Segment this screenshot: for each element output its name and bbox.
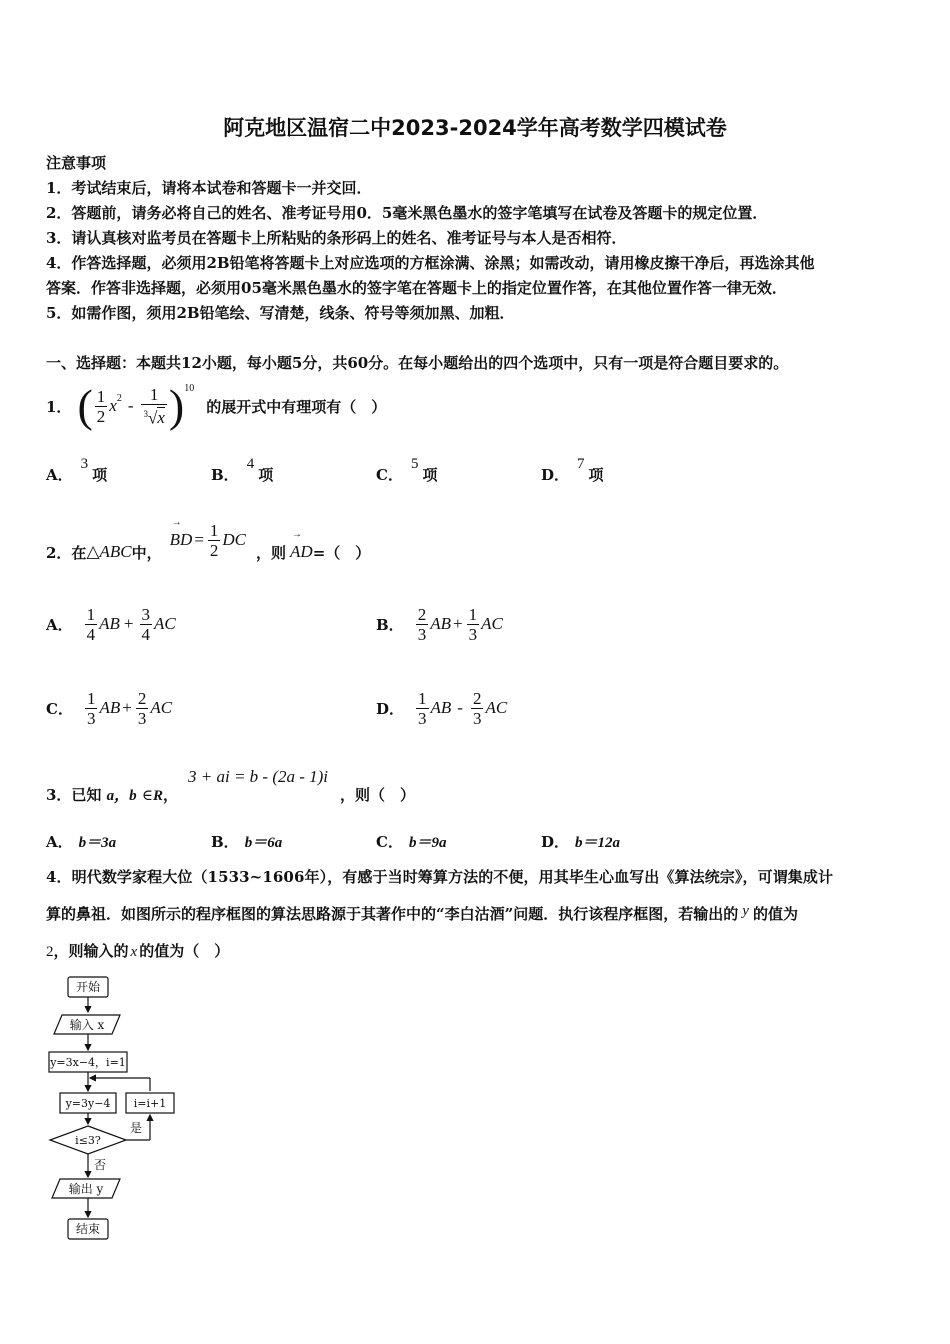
- notice-heading: 注意事项: [46, 154, 107, 172]
- flow-update-label: y=3y−4: [65, 1097, 111, 1110]
- flow-incr-label: i=i+1: [133, 1097, 167, 1110]
- notice-item: 1．考试结束后，请将本试卷和答题卡一并交回．: [46, 179, 372, 197]
- option-b[interactable]: B． b＝6a: [211, 833, 283, 851]
- option-a[interactable]: A． $\frac{1}{4}$ AB + $\frac{3}{4}$ AC: [46, 604, 176, 644]
- flowchart: [40, 970, 200, 1245]
- question-number: 1．: [46, 397, 72, 416]
- notice-item: 4．作答选择题，必须用2B铅笔将答题卡上对应选项的方框涂满、涂黑；如需改动，请用橡皮擦干净后，再选涂其他: [46, 254, 815, 272]
- option-c[interactable]: C．$^5$项: [376, 456, 438, 484]
- question-4-line: 4．明代数学家程大位（1533~1606年），有感于当时筹算方法的不便，用其毕生心血写出《算法统宗》，可谓集成计: [46, 868, 834, 886]
- question-2: 2．在 △ABC 中， → BD = $\frac{1}{2}$ DC ，则 → AD =（ ）: [46, 520, 370, 584]
- question-3: 3．已知 a，b ∈R，: [46, 786, 179, 804]
- flow-input-label: 输入 x: [69, 1018, 105, 1032]
- page-title: 阿克地区温宿二中2023-2024学年高考数学四模试卷: [223, 116, 727, 140]
- notice-item: 3．请认真核对监考员在答题卡上所粘贴的条形码上的姓名、准考证号与本人是否相符．: [46, 229, 627, 247]
- q3-equation: 3 + ai = b - (2a - 1)i: [188, 767, 329, 786]
- option-a[interactable]: A． b＝3a: [46, 833, 117, 851]
- option-c[interactable]: C． b＝9a: [376, 833, 447, 851]
- notice-item: 5．如需作图，须用2B铅笔绘、写清楚，线条、符号等须加黑、加粗．: [46, 304, 515, 322]
- flow-no-label: 否: [94, 1158, 107, 1172]
- option-d[interactable]: D．$^7$项: [541, 456, 604, 484]
- option-a[interactable]: A．$^3$项: [46, 456, 108, 484]
- option-b[interactable]: B． $\frac{2}{3}$ AB + $\frac{1}{3}$ AC: [376, 604, 503, 644]
- question-4-line: 2，则输入的 x 的值为（ ）: [46, 942, 230, 960]
- flow-output-label: 输出 y: [68, 1182, 104, 1196]
- q1-expression: ( $\frac{1}{2}$ x $^2$ - $\frac{1}{^3√x}$ ) $^{10}$: [77, 380, 195, 431]
- option-d[interactable]: D． b＝12a: [541, 833, 621, 851]
- flow-init-label: y=3x−4，i=1: [50, 1056, 126, 1069]
- q3-tail: ，则（ ）: [340, 786, 416, 804]
- question-1: 1． ( $\frac{1}{2}$ x $^2$ - $\frac{1}{^3√x}$ ) $^{10}$ 的展开式中有理项有（ ）: [46, 380, 387, 431]
- flow-condition-label: i≤3?: [75, 1134, 101, 1147]
- flow-start-label: 开始: [75, 980, 101, 994]
- option-c[interactable]: C． $\frac{1}{3}$ AB + $\frac{2}{3}$ AC: [46, 688, 173, 728]
- notice-item: 2．答题前，请务必将自己的姓名、准考证号用0．5毫米黑色墨水的签字笔填写在试卷及答题卡的规定位置．: [46, 204, 768, 222]
- option-d[interactable]: D． $\frac{1}{3}$ AB - $\frac{2}{3}$ AC: [376, 688, 508, 728]
- section-heading: 一、选择题：本题共12小题，每小题5分，共60分。在每小题给出的四个选项中，只有一项是符合题目要求的。: [46, 354, 789, 372]
- flow-yes-label: 是: [130, 1121, 143, 1135]
- notice-item: 答案．作答非选择题，必须用05毫米黑色墨水的签字笔在答题卡上的指定位置作答，在其他位置作答一律无效．: [46, 279, 787, 297]
- option-b[interactable]: B．$^4$项: [211, 456, 274, 484]
- question-4-line: 算的鼻祖．如图所示的程序框图的算法思路源于其著作中的“李白沽酒”问题．执行该程序框图，若输出的 y 的值为: [46, 903, 798, 923]
- flow-end-label: 结束: [75, 1222, 101, 1236]
